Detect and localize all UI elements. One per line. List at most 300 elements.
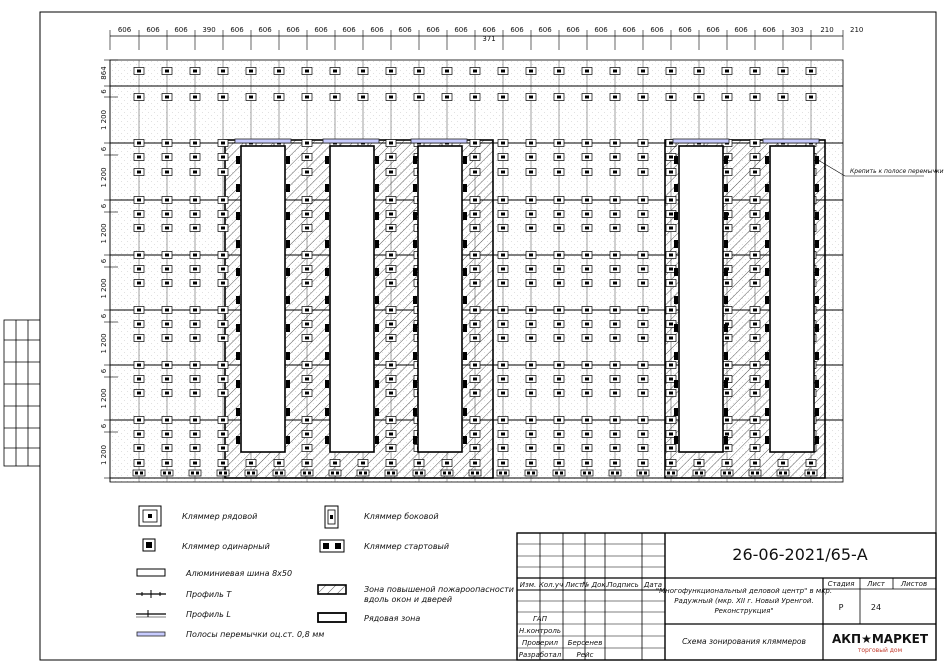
row-clamp (498, 362, 508, 369)
row-clamp (526, 252, 536, 259)
side-clamp (325, 296, 329, 304)
row-clamp (498, 307, 508, 314)
side-clamp (463, 408, 467, 416)
side-clamp (236, 408, 240, 416)
row-clamp (470, 307, 480, 314)
row-clamp (498, 445, 508, 452)
side-clamp (375, 212, 379, 220)
row-clamp (218, 321, 228, 328)
dim-top-note: 371 (482, 35, 496, 43)
row-clamp (610, 390, 620, 397)
row-clamp (386, 431, 396, 438)
side-clamp (286, 296, 290, 304)
side-clamp (674, 212, 678, 220)
col-list: Лист (565, 581, 583, 589)
row-clamp (778, 94, 788, 101)
row-clamp (582, 266, 592, 273)
row-clamp (750, 252, 760, 259)
dim-left-label: 1 200 (100, 333, 108, 354)
row-clamp (666, 362, 676, 369)
row-clamp (526, 266, 536, 273)
row-clamp (666, 307, 676, 314)
row-clamp (638, 252, 648, 259)
side-clamp (765, 240, 769, 248)
row-clamp (302, 280, 312, 287)
row-clamp (134, 376, 144, 383)
dim-left-label: 6 (100, 146, 108, 152)
row-clamp (526, 211, 536, 218)
row-clamp (666, 225, 676, 232)
side-clamp (325, 408, 329, 416)
row-clamp (470, 335, 480, 342)
side-clamp (815, 296, 819, 304)
row-clamp (806, 68, 816, 75)
legend-side-clamp-icon (325, 506, 338, 528)
row-clamp (470, 460, 480, 467)
side-clamp (815, 436, 819, 444)
row-clamp (582, 169, 592, 176)
row-clamp (750, 431, 760, 438)
row-clamp (526, 225, 536, 232)
start-clamp (441, 470, 453, 476)
side-clamp (765, 296, 769, 304)
row-clamp (190, 431, 200, 438)
side-clamp (375, 380, 379, 388)
col-date: Дата (643, 581, 663, 589)
side-clamp (724, 436, 728, 444)
row-clamp (134, 445, 144, 452)
row-clamp (190, 376, 200, 383)
row-clamp (750, 445, 760, 452)
row-clamp (638, 68, 648, 75)
row-clamp (638, 362, 648, 369)
row-clamp (750, 94, 760, 101)
row-clamp (582, 417, 592, 424)
side-clamp (325, 156, 329, 164)
col-kol: Кол.уч (538, 581, 564, 589)
row-clamp (554, 280, 564, 287)
window-opening-2 (330, 146, 374, 452)
side-clamp (375, 184, 379, 192)
row-clamp (498, 169, 508, 176)
row-clamp (638, 140, 648, 147)
lintel-strip (235, 139, 291, 143)
legend-start-clamp-label: Кляммер стартовый (364, 542, 450, 551)
row-clamp (526, 417, 536, 424)
row-clamp (582, 252, 592, 259)
side-stamp (4, 320, 40, 466)
side-clamp (463, 268, 467, 276)
side-clamp (765, 352, 769, 360)
side-clamp (325, 240, 329, 248)
row-clamp (582, 94, 592, 101)
side-clamp (674, 324, 678, 332)
side-clamp (286, 240, 290, 248)
side-clamp (375, 352, 379, 360)
side-clamp (815, 184, 819, 192)
side-clamp (724, 352, 728, 360)
dim-top-label: 210 (820, 26, 834, 34)
row-clamp (526, 154, 536, 161)
row-clamp (134, 307, 144, 314)
dim-top-label: 606 (594, 26, 608, 34)
row-clamp (190, 390, 200, 397)
row-clamp (470, 390, 480, 397)
row-clamp (582, 280, 592, 287)
row-clamp (666, 445, 676, 452)
row-clamp (162, 94, 172, 101)
row-clamp (190, 445, 200, 452)
side-clamp (325, 268, 329, 276)
row-clamp (386, 417, 396, 424)
row-clamp (302, 266, 312, 273)
side-clamp (413, 380, 417, 388)
side-clamp (375, 296, 379, 304)
name-developed: Рейс (576, 651, 594, 659)
row-clamp (526, 460, 536, 467)
row-clamp (442, 460, 452, 467)
row-clamp (162, 335, 172, 342)
dim-top-label: 606 (342, 26, 356, 34)
row-clamp (470, 376, 480, 383)
row-clamp (638, 321, 648, 328)
row-clamp (526, 390, 536, 397)
role-developed: Разработал (518, 651, 562, 659)
row-clamp (414, 68, 424, 75)
row-clamp (582, 362, 592, 369)
side-clamp (724, 380, 728, 388)
row-clamp (582, 460, 592, 467)
side-clamp (765, 156, 769, 164)
lintel-strip (411, 139, 467, 143)
dim-top-label: 606 (398, 26, 412, 34)
row-clamp (610, 307, 620, 314)
start-clamp (133, 470, 145, 476)
row-clamp (666, 68, 676, 75)
side-clamp (413, 296, 417, 304)
row-clamp (470, 94, 480, 101)
start-clamp (749, 470, 761, 476)
row-clamp (526, 376, 536, 383)
start-clamp (245, 470, 257, 476)
dim-top-label: 606 (286, 26, 300, 34)
row-clamp (582, 211, 592, 218)
side-clamp (674, 408, 678, 416)
row-clamp (190, 307, 200, 314)
row-clamp (610, 211, 620, 218)
start-clamp (609, 470, 621, 476)
row-clamp (162, 197, 172, 204)
side-clamp (674, 156, 678, 164)
row-clamp (638, 94, 648, 101)
row-clamp (750, 280, 760, 287)
dim-left-label: 6 (100, 89, 108, 94)
row-clamp (302, 94, 312, 101)
row-clamp (190, 252, 200, 259)
row-clamp (610, 252, 620, 259)
row-clamp (302, 390, 312, 397)
row-clamp (134, 211, 144, 218)
row-clamp (638, 335, 648, 342)
row-clamp (638, 266, 648, 273)
row-clamp (162, 376, 172, 383)
row-clamp (498, 266, 508, 273)
row-clamp (386, 362, 396, 369)
row-clamp (554, 431, 564, 438)
dim-top-label: 390 (202, 26, 216, 34)
row-clamp (218, 252, 228, 259)
legend-row-clamp-icon (139, 506, 161, 526)
row-clamp (190, 417, 200, 424)
row-clamp (386, 335, 396, 342)
side-clamp (765, 184, 769, 192)
row-clamp (302, 460, 312, 467)
row-clamp (638, 225, 648, 232)
row-clamp (190, 68, 200, 75)
row-clamp (190, 154, 200, 161)
row-clamp (666, 390, 676, 397)
row-clamp (162, 266, 172, 273)
row-clamp (414, 460, 424, 467)
row-clamp (134, 321, 144, 328)
side-clamp (286, 324, 290, 332)
row-clamp (610, 335, 620, 342)
row-clamp (302, 140, 312, 147)
row-clamp (582, 68, 592, 75)
row-clamp (610, 376, 620, 383)
row-clamp (806, 94, 816, 101)
row-clamp (526, 280, 536, 287)
row-clamp (582, 321, 592, 328)
row-clamp (582, 225, 592, 232)
row-clamp (554, 390, 564, 397)
side-clamp (463, 212, 467, 220)
row-clamp (526, 307, 536, 314)
row-clamp (750, 307, 760, 314)
row-clamp (498, 94, 508, 101)
col-sign: Подпись (607, 581, 639, 589)
row-clamp (498, 460, 508, 467)
row-clamp (554, 211, 564, 218)
start-clamp (469, 470, 481, 476)
row-clamp (218, 169, 228, 176)
row-clamp (134, 431, 144, 438)
side-clamp (236, 324, 240, 332)
row-clamp (750, 376, 760, 383)
row-clamp (554, 266, 564, 273)
window-opening-5 (770, 146, 814, 452)
row-clamp (470, 140, 480, 147)
row-clamp (806, 460, 816, 467)
side-clamp (463, 296, 467, 304)
dim-top-label: 303 (790, 26, 804, 34)
row-clamp (750, 197, 760, 204)
row-clamp (162, 140, 172, 147)
row-clamp (386, 460, 396, 467)
row-clamp (218, 431, 228, 438)
row-clamp (386, 225, 396, 232)
row-clamp (638, 280, 648, 287)
row-clamp (554, 94, 564, 101)
row-clamp (610, 94, 620, 101)
side-clamp (236, 380, 240, 388)
row-clamp (498, 197, 508, 204)
company-subtitle: торговый дом (857, 647, 903, 654)
row-clamp (498, 154, 508, 161)
lintel-strip (323, 139, 379, 143)
row-clamp (302, 431, 312, 438)
row-clamp (302, 376, 312, 383)
row-clamp (750, 169, 760, 176)
row-clamp (498, 225, 508, 232)
row-clamp (218, 154, 228, 161)
row-clamp (442, 68, 452, 75)
row-clamp (638, 154, 648, 161)
role-gap: ГАП (533, 615, 547, 623)
row-clamp (162, 225, 172, 232)
row-clamp (302, 335, 312, 342)
legend-profile-t-icon (136, 590, 166, 598)
side-clamp (815, 268, 819, 276)
row-clamp (750, 154, 760, 161)
sheet-title: Схема зонирования кляммеров (682, 637, 806, 646)
row-clamp (554, 362, 564, 369)
start-clamp (693, 470, 705, 476)
side-clamp (765, 324, 769, 332)
side-clamp (325, 436, 329, 444)
row-clamp (162, 169, 172, 176)
legend-strip-icon (137, 632, 165, 636)
row-clamp (162, 211, 172, 218)
row-clamp (554, 252, 564, 259)
row-clamp (722, 94, 732, 101)
row-clamp (274, 460, 284, 467)
row-clamp (218, 280, 228, 287)
start-clamp (497, 470, 509, 476)
start-clamp (553, 470, 565, 476)
side-clamp (724, 408, 728, 416)
side-clamp (413, 352, 417, 360)
row-clamp (498, 321, 508, 328)
row-clamp (666, 252, 676, 259)
start-clamp (357, 470, 369, 476)
row-clamp (582, 154, 592, 161)
row-clamp (470, 68, 480, 75)
side-clamp (413, 324, 417, 332)
row-clamp (610, 460, 620, 467)
col-doc: № Док. (582, 581, 608, 589)
legend-profile-t-label: Профиль Т (186, 590, 232, 599)
start-clamp (581, 470, 593, 476)
dim-left-label: 1 200 (100, 388, 108, 409)
side-clamp (375, 240, 379, 248)
row-clamp (750, 225, 760, 232)
row-clamp (246, 68, 256, 75)
dim-left-label: 864 (100, 66, 108, 80)
row-clamp (386, 390, 396, 397)
side-clamp (236, 212, 240, 220)
row-clamp (134, 197, 144, 204)
row-clamp (386, 140, 396, 147)
project-name: "Многофункциональный деловой центр" в мкр. Радужный (мкр. XII г. Новый Уренгой. Реконструкция" (655, 587, 833, 615)
lintel-strip (763, 139, 819, 143)
row-clamp (638, 169, 648, 176)
row-clamp (778, 68, 788, 75)
side-clamp (815, 240, 819, 248)
row-clamp (302, 362, 312, 369)
row-clamp (554, 307, 564, 314)
side-clamp (286, 156, 290, 164)
row-clamp (554, 154, 564, 161)
legend-strip-label: Полосы перемычки оц.ст. 0,8 мм (186, 630, 325, 639)
dim-top-label: 606 (510, 26, 524, 34)
legend-row-clamp-label: Кляммер рядовой (182, 512, 258, 521)
row-clamp (498, 376, 508, 383)
row-clamp (610, 445, 620, 452)
dim-top-label: 210 (850, 26, 864, 34)
dim-top-label: 606 (454, 26, 468, 34)
row-clamp (162, 321, 172, 328)
side-clamp (724, 324, 728, 332)
dim-top-label: 606 (482, 26, 496, 34)
start-clamp (189, 470, 201, 476)
row-clamp (750, 362, 760, 369)
legend (136, 506, 514, 639)
row-clamp (218, 362, 228, 369)
row-clamp (582, 140, 592, 147)
row-clamp (386, 68, 396, 75)
dim-left-label: 1 200 (100, 167, 108, 188)
row-clamp (162, 154, 172, 161)
start-clamp (329, 470, 341, 476)
side-clamp (815, 212, 819, 220)
row-clamp (526, 445, 536, 452)
side-clamp (463, 380, 467, 388)
side-clamp (674, 184, 678, 192)
row-clamp (750, 211, 760, 218)
row-clamp (694, 94, 704, 101)
row-clamp (218, 460, 228, 467)
row-clamp (526, 197, 536, 204)
row-clamp (190, 169, 200, 176)
side-clamp (286, 352, 290, 360)
row-clamp (750, 321, 760, 328)
row-clamp (302, 252, 312, 259)
row-clamp (190, 280, 200, 287)
row-clamp (610, 266, 620, 273)
row-clamp (470, 362, 480, 369)
facade-plan (110, 60, 843, 482)
row-clamp (218, 445, 228, 452)
row-clamp (554, 140, 564, 147)
row-clamp (526, 321, 536, 328)
row-clamp (470, 445, 480, 452)
row-clamp (666, 197, 676, 204)
row-clamp (386, 169, 396, 176)
row-clamp (190, 211, 200, 218)
row-clamp (386, 445, 396, 452)
row-clamp (190, 321, 200, 328)
side-clamp (413, 436, 417, 444)
row-clamp (302, 321, 312, 328)
row-clamp (218, 376, 228, 383)
row-clamp (750, 460, 760, 467)
dim-top-label: 606 (734, 26, 748, 34)
row-clamp (638, 376, 648, 383)
dim-top-label: 606 (174, 26, 188, 34)
dim-top-label: 606 (762, 26, 776, 34)
dim-top-label: 606 (706, 26, 720, 34)
